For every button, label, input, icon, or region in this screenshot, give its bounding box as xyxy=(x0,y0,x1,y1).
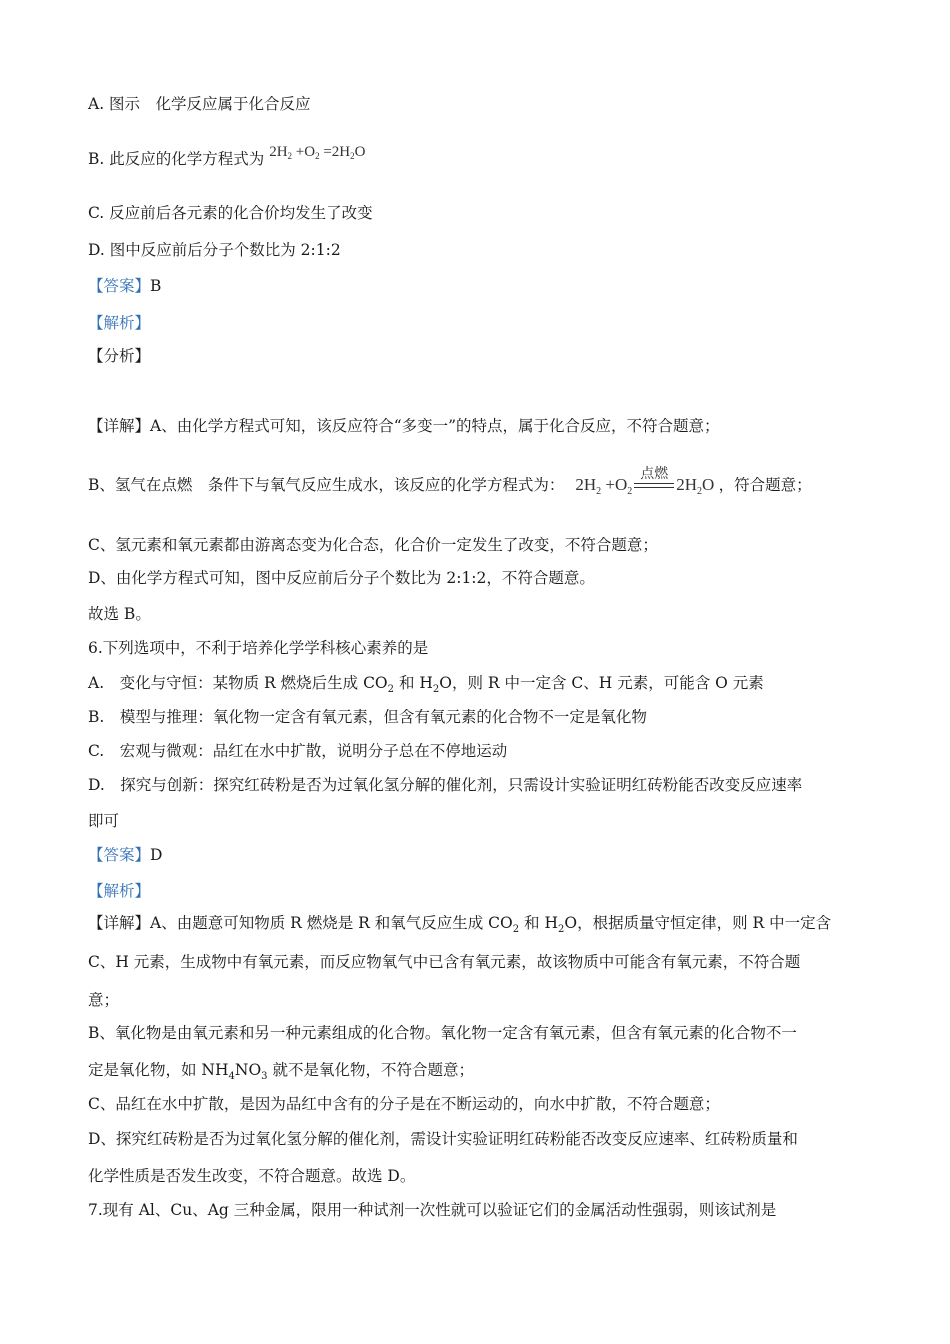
q6-option-d-line2: 即可 xyxy=(88,812,120,830)
detail-a: 【详解】A、由化学方程式可知，该反应符合“多变一”的特点，属于化合反应，不符合题意； xyxy=(88,417,720,435)
q6-detail-d1: D、探究红砖粉是否为过氧化氢分解的催化剂，需设计实验证明红砖粉能否改变反应速率、红砖粉质量和 xyxy=(88,1130,798,1148)
option-b xyxy=(88,144,366,174)
q6-option-c: C. 宏观与微观：品红在水中扩散，说明分子总在不停地运动 xyxy=(88,742,508,760)
q6-detail-a3: 意； xyxy=(88,991,120,1009)
detail-b xyxy=(88,466,812,502)
detail-d: D、由化学方程式可知，图中反应前后分子个数比为 2:1:2，不符合题意。 xyxy=(88,569,595,587)
q6-analysis-tag: 【解析】 xyxy=(88,882,151,900)
q6-answer-row xyxy=(88,845,162,865)
detail-b-text: B、氢气在点燃 条件下与氧气反应生成水，该反应的化学方程式为： xyxy=(88,476,565,494)
q6-detail-a1: 【详解】A、由题意可知物质 R 燃烧是 R 和氧气反应生成 $CO_2$ 和 $H_2O$，根据质量守恒定律，则 R 中一定含 xyxy=(88,914,832,936)
detail-b-suffix: ，符合题意； xyxy=(718,476,812,494)
answer-tag: 【答案】 xyxy=(88,277,151,295)
q6-detail-a2: C、H 元素，生成物中有氧元素，而反应物氧气中已含有氧元素，故该物质中可能含有氧元素，不符合题 xyxy=(88,953,801,971)
conclusion: 故选 B。 xyxy=(88,605,151,623)
q6-detail-b1: B、氧化物是由氧元素和另一种元素组成的化合物。氧化物一定含有氧元素，但含有氧元素的化合物不一 xyxy=(88,1024,797,1042)
q7-stem: 7.现有 Al、Cu、Ag 三种金属，限用一种试剂一次性就可以验证它们的金属活动性强弱，则该试剂是 xyxy=(88,1201,777,1219)
q6-detail-d2: 化学性质是否发生改变，不符合题意。故选 D。 xyxy=(88,1167,416,1185)
analysis-tag: 【解析】 xyxy=(88,314,151,332)
q6-stem: 6.下列选项中，不利于培养化学学科核心素养的是 xyxy=(88,639,429,657)
option-c: C. 反应前后各元素的化合价均发生了改变 xyxy=(88,204,373,222)
q6-option-b: B. 模型与推理：氧化物一定含有氧元素，但含有氧元素的化合物不一定是氧化物 xyxy=(88,708,647,726)
equation-simple: $2H_2 +O_2 =2H_2O$ xyxy=(269,144,366,161)
q6-detail-c: C、品红在水中扩散，是因为品红中含有的分子是在不断运动的，向水中扩散，不符合题意； xyxy=(88,1095,720,1113)
option-d: D. 图中反应前后分子个数比为 2:1:2 xyxy=(88,241,341,259)
q6-detail-b2: 定是氧化物，如 $NH_4NO_3$ 就不是氧化物，不符合题意； xyxy=(88,1061,474,1083)
fenxi-tag: 【分析】 xyxy=(88,347,151,365)
q6-option-a: A. 变化与守恒：某物质 R 燃烧后生成 $CO_2$ 和 $H_2O$，则 R 中一定含 C、H 元素，可能含 O 元素 xyxy=(88,674,764,696)
detail-c: C、氢元素和氧元素都由游离态变为化合态，化合价一定发生了改变，不符合题意； xyxy=(88,536,658,554)
equation-with-condition: $2H_2 +O_2$ 点燃 $2H_2O$ xyxy=(575,466,715,497)
answer-tag: 【答案】 xyxy=(88,846,151,864)
answer-value: D xyxy=(150,846,163,864)
option-a: A. 图示 化学反应属于化合反应 xyxy=(88,95,311,113)
answer-value: B xyxy=(150,277,162,295)
answer-row xyxy=(88,276,161,296)
option-b-text: B. 此反应的化学方程式为 xyxy=(88,150,265,168)
reaction-condition: 点燃 xyxy=(634,476,674,496)
q6-option-d-line1: D. 探究与创新：探究红砖粉是否为过氧化氢分解的催化剂，只需设计实验证明红砖粉能否改变反应速率 xyxy=(88,776,803,794)
